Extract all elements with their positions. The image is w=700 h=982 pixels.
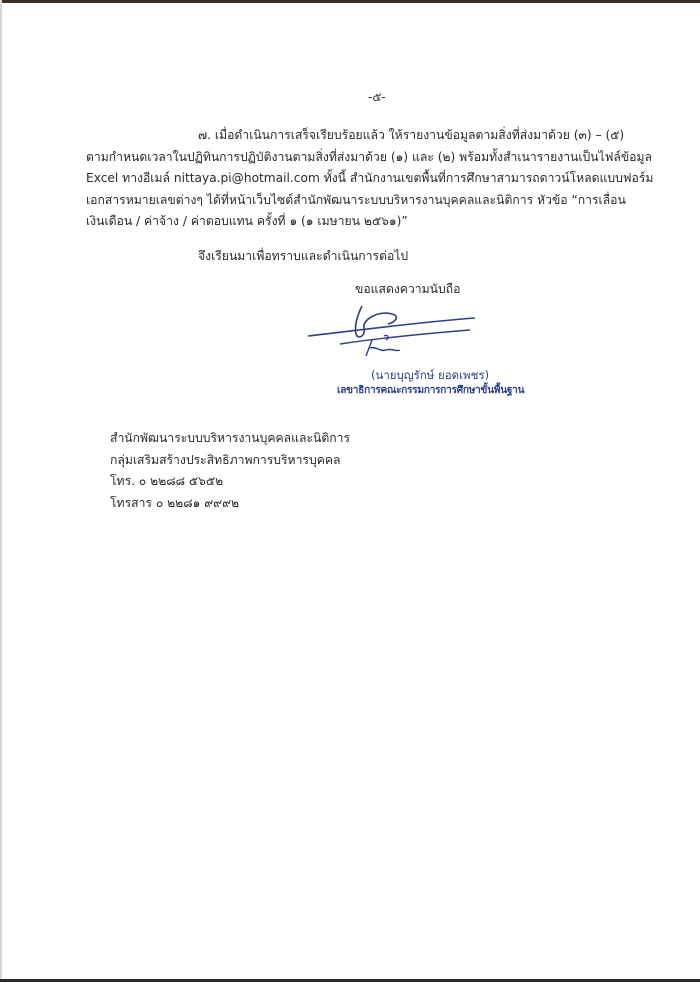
group-name: กลุ่มเสริมสร้างประสิทธิภาพการบริหารบุคคล bbox=[110, 452, 341, 467]
signer-name: (นายบุญรักษ์ ยอดเพชร) bbox=[371, 368, 490, 382]
office-name: สำนักพัฒนาระบบบริหารงานบุคคลและนิติการ bbox=[110, 431, 351, 445]
paragraph-line: ตามกำหนดเวลาในปฏิทินการปฏิบัติงานตามสิ่งที่ส่งมาด้วย (๑) และ (๒) พร้อมทั้งสำเนารายงานเป็นไฟล์ข้อมูล bbox=[86, 149, 652, 164]
paragraph-line: ๗. เมื่อดำเนินการเสร็จเรียบร้อยแล้ว ให้รายงานข้อมูลตามสิ่งที่ส่งมาด้วย (๓) – (๕) bbox=[198, 128, 625, 142]
signature-icon bbox=[300, 300, 480, 360]
paragraph-line: Excel ทางอีเมล์ nittaya.pi@hotmail.com ทั้งนี้ สำนักงานเขตพื้นที่การศึกษาสามารถดาวน์โหลดแบบฟอร์ม bbox=[86, 171, 654, 185]
paragraph-line: เงินเดือน / ค่าจ้าง / ค่าตอบแทน ครั้งที่ ๑ (๑ เมษายน ๒๕๖๑)” bbox=[86, 214, 408, 228]
body-paragraph bbox=[86, 125, 666, 233]
page-number: -๕- bbox=[368, 90, 386, 104]
scan-edge-top bbox=[0, 0, 700, 3]
paragraph-line: เอกสารหมายเลขต่างๆ ได้ที่หน้าเว็บไซต์สำนักพัฒนาระบบบริหารงานบุคคลและนิติการ หัวข้อ “การเลื่อน bbox=[86, 192, 626, 207]
fax-number: โทรสาร ๐ ๒๒๘๑ ๙๙๙๒ bbox=[110, 495, 240, 510]
footer-contact bbox=[110, 428, 350, 514]
phone-number: โทร. ๐ ๒๒๘๘ ๕๖๕๒ bbox=[110, 474, 224, 488]
sign-off: ขอแสดงความนับถือ bbox=[355, 282, 461, 296]
signer-title: เลขาธิการคณะกรรมการการศึกษาขั้นพื้นฐาน bbox=[337, 385, 525, 396]
scan-edge-left bbox=[0, 0, 2, 982]
closing-line: จึงเรียนมาเพื่อทราบและดำเนินการต่อไป bbox=[198, 249, 409, 263]
